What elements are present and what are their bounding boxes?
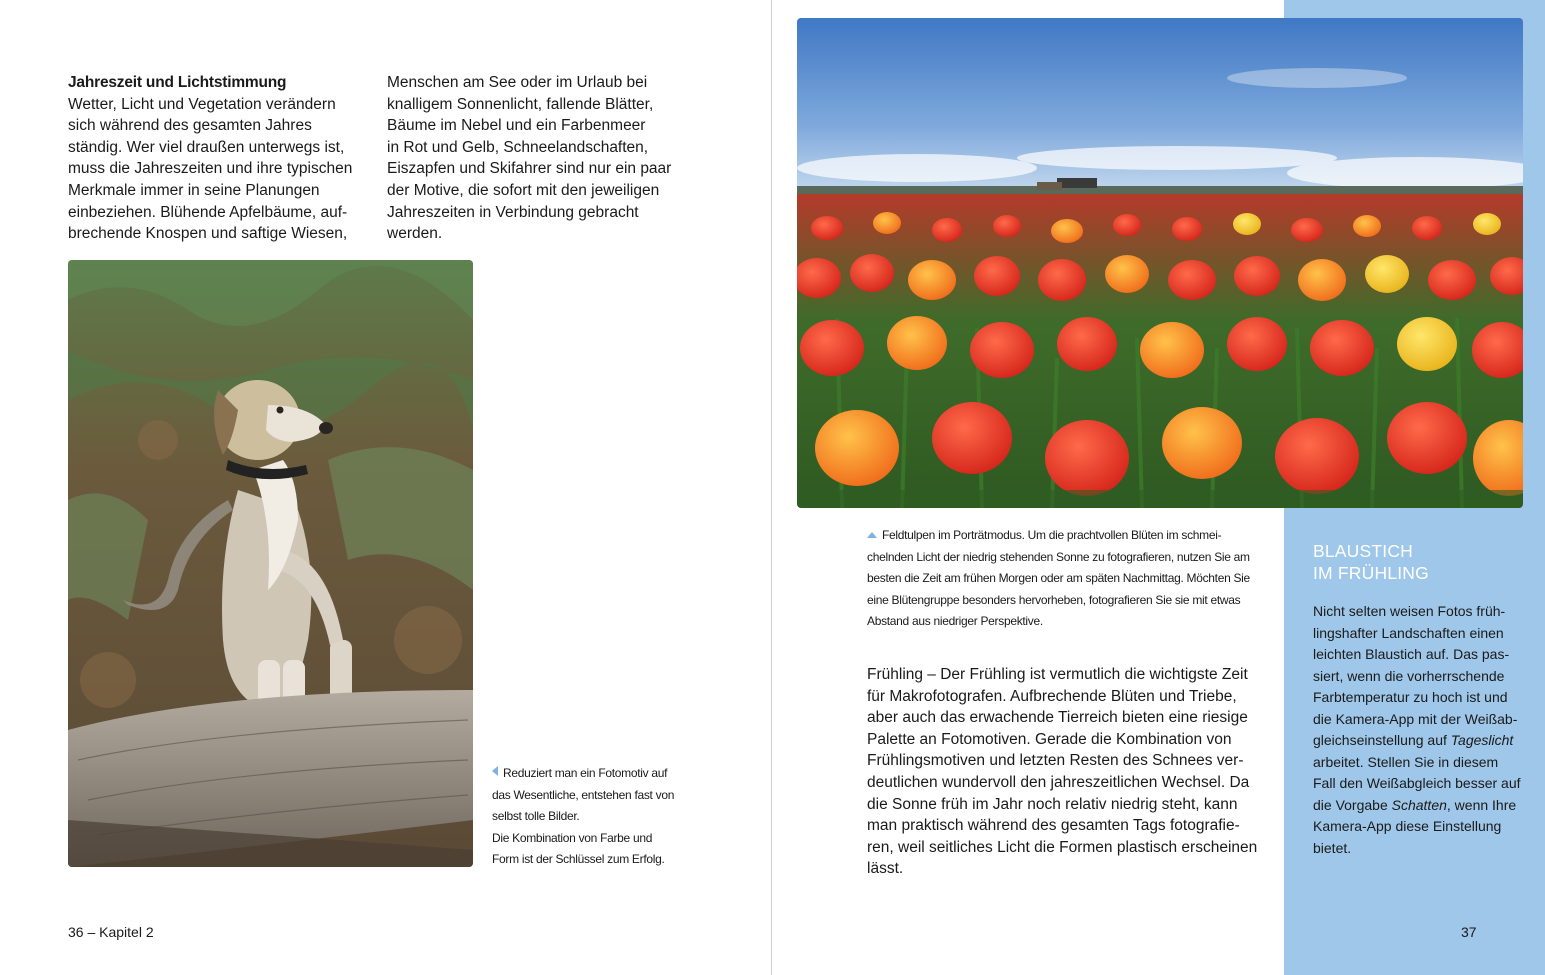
text-line: muss die Jahreszeiten und ihre typischen <box>68 160 353 178</box>
caption-line: selbst tolle Bilder. <box>492 809 580 824</box>
dog-photo-illustration <box>68 260 473 867</box>
sidebar-title-line: IM FRÜHLING <box>1313 563 1429 583</box>
caption-line: das Wesentliche, entstehen fast von <box>492 787 675 802</box>
sidebar-line-part: die Vorgabe <box>1313 796 1392 813</box>
page-number-left: 36 – Kapitel 2 <box>68 924 154 940</box>
caption-line: Abstand aus niedriger Perspektive. <box>867 614 1043 629</box>
sidebar-line-part: gleichseinstellung auf <box>1313 732 1451 748</box>
sidebar-line: bietet. <box>1313 839 1352 856</box>
tulip-photo-caption <box>867 525 1259 633</box>
text-line: ren, weil seitliches Licht die Formen plastisch erscheinen <box>867 838 1258 856</box>
caption-line: besten die Zeit am frühen Morgen oder am späten Nachmittag. Möchten Sie <box>867 571 1250 586</box>
text-line: sich während des gesamten Jahres <box>68 117 312 135</box>
text-line: in Rot und Gelb, Schneelandschaften, <box>387 138 649 156</box>
sidebar-line: arbeitet. Stellen Sie in diesem <box>1313 753 1499 770</box>
sidebar-emphasis: Tageslicht <box>1450 732 1514 748</box>
dog-photo <box>68 260 473 867</box>
text-line: Frühlingsmotiven und letzten Resten des Schnees ver- <box>867 752 1244 770</box>
sidebar-line: die Kamera-App mit der Weißab- <box>1313 710 1518 727</box>
text-line: für Makrofotografen. Aufbrechende Blüten und Triebe, <box>867 687 1237 705</box>
spring-paragraph <box>867 664 1262 880</box>
sidebar-line: siert, wenn die vorherrschende <box>1313 667 1505 684</box>
caption-line: eine Blütengruppe besonders hervorheben, fotografieren Sie sie mit etwas <box>867 592 1241 607</box>
text-line: man praktisch während des gesamten Tags fotografie- <box>867 817 1240 835</box>
sidebar-line <box>1313 795 1535 817</box>
sidebar-line: leichten Blaustich auf. Das pas- <box>1313 646 1510 662</box>
text-line: aber auch das erwachende Tierreich bieten eine riesige <box>867 709 1248 727</box>
text-line: Frühling – Der Frühling ist vermutlich die wichtigste Zeit <box>867 666 1248 683</box>
text-line: werden. <box>387 225 443 243</box>
text-line: Menschen am See oder im Urlaub bei <box>387 74 648 91</box>
caption-line: chelnden Licht der niedrig stehenden Sonne zu fotografieren, nutzen Sie am <box>867 549 1250 564</box>
sidebar-emphasis: Schatten <box>1391 796 1447 813</box>
caption-line: Form ist der Schlüssel zum Erfolg. <box>492 852 665 867</box>
sidebar-line <box>1313 730 1535 752</box>
text-line: Wetter, Licht und Vegetation verändern <box>68 95 336 113</box>
sidebar-line: Kamera-App diese Einstellung <box>1313 818 1502 834</box>
text-line: ständig. Wer viel draußen unterwegs ist, <box>68 138 345 156</box>
sidebar-line: lingshafter Landschaften einen <box>1313 624 1504 641</box>
section-heading: Jahreszeit und Lichtstimmung <box>68 74 287 91</box>
text-line: die Sonne früh im Jahr noch relativ niedrig steht, kann <box>867 795 1238 813</box>
sidebar-line: Farbtemperatur zu hoch ist und <box>1313 689 1508 705</box>
sidebar-title <box>1313 540 1533 584</box>
text-line: Eiszapfen und Skifahrer sind nur ein paar <box>387 160 672 178</box>
text-line: Bäume im Nebel und ein Farbenmeer <box>387 117 646 135</box>
text-line: Jahreszeiten in Verbindung gebracht <box>387 203 639 221</box>
left-page <box>0 0 772 975</box>
text-line: knalligem Sonnenlicht, fallende Blätter, <box>387 95 654 113</box>
text-line: brechende Knospen und saftige Wiesen, <box>68 225 348 243</box>
text-line: Merkmale immer in seine Planungen <box>68 181 320 199</box>
caption-line: Die Kombination von Farbe und <box>492 830 653 845</box>
sidebar-line: Nicht selten weisen Fotos früh- <box>1313 603 1506 619</box>
text-line: Palette an Fotomotiven. Gerade die Kombination von <box>867 730 1232 748</box>
text-line: lässt. <box>867 860 904 878</box>
sidebar-text <box>1313 601 1535 859</box>
text-line: der Motive, die sofort mit den jeweiligen <box>387 181 660 199</box>
tulip-field-photo <box>797 18 1523 508</box>
page-number-right: 37 <box>1461 924 1477 940</box>
text-line: einbeziehen. Blühende Apfelbäume, auf- <box>68 203 348 221</box>
dog-photo-caption <box>492 763 692 871</box>
sidebar-line: Fall den Weißabgleich besser auf <box>1313 775 1521 791</box>
caption-left-marker-icon <box>492 766 498 776</box>
text-column-1 <box>68 72 368 245</box>
text-line: deutlichen wundervoll den jahreszeitlichen Wechsel. Da <box>867 773 1250 791</box>
sidebar-line-part: , wenn Ihre <box>1446 796 1517 813</box>
caption-line: Reduziert man ein Fotomotiv auf <box>503 766 668 780</box>
caption-up-marker-icon <box>867 532 877 538</box>
sidebar-title-line: BLAUSTICH <box>1313 541 1414 561</box>
caption-line: Feldtulpen im Porträtmodus. Um die prachtvollen Blüten im schmei- <box>882 528 1222 542</box>
text-column-2 <box>387 72 687 245</box>
tulip-field-illustration <box>797 18 1523 508</box>
